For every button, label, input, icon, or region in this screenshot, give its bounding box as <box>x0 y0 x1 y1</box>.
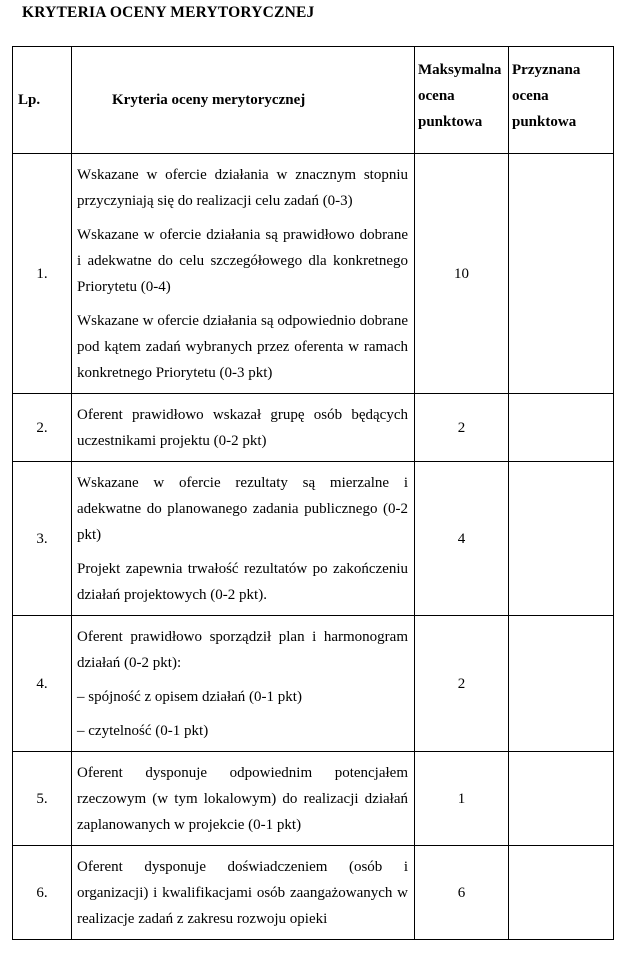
max-score-cell: 2 <box>415 394 509 462</box>
row-number: 6. <box>13 846 72 940</box>
header-max-line: Maksymalna <box>418 62 502 78</box>
header-lp: Lp. <box>13 47 72 154</box>
row-number: 2. <box>13 394 72 462</box>
criteria-paragraph: Wskazane w ofercie działania są odpowiednio dobrane pod kątem zadań wybranych przez oferenta w ramach konkretnego Priorytetu (0-3 pkt) <box>77 313 408 381</box>
row-number: 4. <box>13 616 72 752</box>
header-max-line: ocena <box>418 88 455 104</box>
table-row <box>13 154 614 394</box>
header-given-line: ocena <box>512 88 549 104</box>
criteria-paragraph: Projekt zapewnia trwałość rezultatów po zakończeniu działań projektowych (0-2 pkt). <box>77 561 408 603</box>
criteria-table <box>12 46 614 940</box>
table-row <box>13 462 614 616</box>
header-given-line: Przyznana <box>512 62 581 78</box>
criteria-paragraph: – czytelność (0-1 pkt) <box>77 723 209 739</box>
criteria-paragraph: Oferent prawidłowo wskazał grupę osób będących uczestnikami projektu (0-2 pkt) <box>77 407 408 449</box>
max-score-cell: 4 <box>415 462 509 616</box>
criteria-cell <box>72 154 415 394</box>
table-row <box>13 394 614 462</box>
header-given-line: punktowa <box>512 114 577 130</box>
header-criteria: Kryteria oceny merytorycznej <box>72 47 415 154</box>
given-score-cell[interactable] <box>509 462 614 616</box>
header-max-score <box>415 47 509 154</box>
given-score-cell[interactable] <box>509 394 614 462</box>
row-number: 5. <box>13 752 72 846</box>
max-score-cell: 6 <box>415 846 509 940</box>
max-score-cell: 2 <box>415 616 509 752</box>
criteria-paragraph: Oferent prawidłowo sporządził plan i harmonogram działań (0-2 pkt): <box>77 629 408 671</box>
table-header-row <box>13 47 614 154</box>
table-row <box>13 846 614 940</box>
header-given-score <box>509 47 614 154</box>
given-score-cell[interactable] <box>509 752 614 846</box>
table-row <box>13 752 614 846</box>
table-row <box>13 616 614 752</box>
criteria-cell <box>72 462 415 616</box>
header-max-line: punktowa <box>418 114 483 130</box>
given-score-cell[interactable] <box>509 846 614 940</box>
criteria-paragraph: Wskazane w ofercie działania w znacznym stopniu przyczyniają się do realizacji celu zadań (0-3) <box>77 167 408 209</box>
page-title: KRYTERIA OCENY MERYTORYCZNEJ <box>22 4 315 21</box>
criteria-paragraph: Wskazane w ofercie działania są prawidłowo dobrane i adekwatne do celu szczegółowego dla konkretnego Priorytetu (0-4) <box>77 227 408 295</box>
criteria-cell <box>72 752 415 846</box>
given-score-cell[interactable] <box>509 154 614 394</box>
criteria-cell <box>72 394 415 462</box>
criteria-paragraph: Oferent dysponuje doświadczeniem (osób i organizacji) i kwalifikacjami osób zaangażowanych w realizacje zadań z zakresu rozwoju opieki <box>77 859 408 927</box>
max-score-cell: 1 <box>415 752 509 846</box>
max-score-cell: 10 <box>415 154 509 394</box>
criteria-paragraph: Oferent dysponuje odpowiednim potencjałem rzeczowym (w tym lokalowym) do realizacji działań zaplanowanych w projekcie (0-1 pkt) <box>77 765 408 833</box>
criteria-paragraph: – spójność z opisem działań (0-1 pkt) <box>77 689 302 705</box>
criteria-cell <box>72 616 415 752</box>
row-number: 1. <box>13 154 72 394</box>
row-number: 3. <box>13 462 72 616</box>
criteria-paragraph: Wskazane w ofercie rezultaty są mierzalne i adekwatne do planowanego zadania publicznego (0-2 pkt) <box>77 475 408 543</box>
criteria-cell <box>72 846 415 940</box>
given-score-cell[interactable] <box>509 616 614 752</box>
